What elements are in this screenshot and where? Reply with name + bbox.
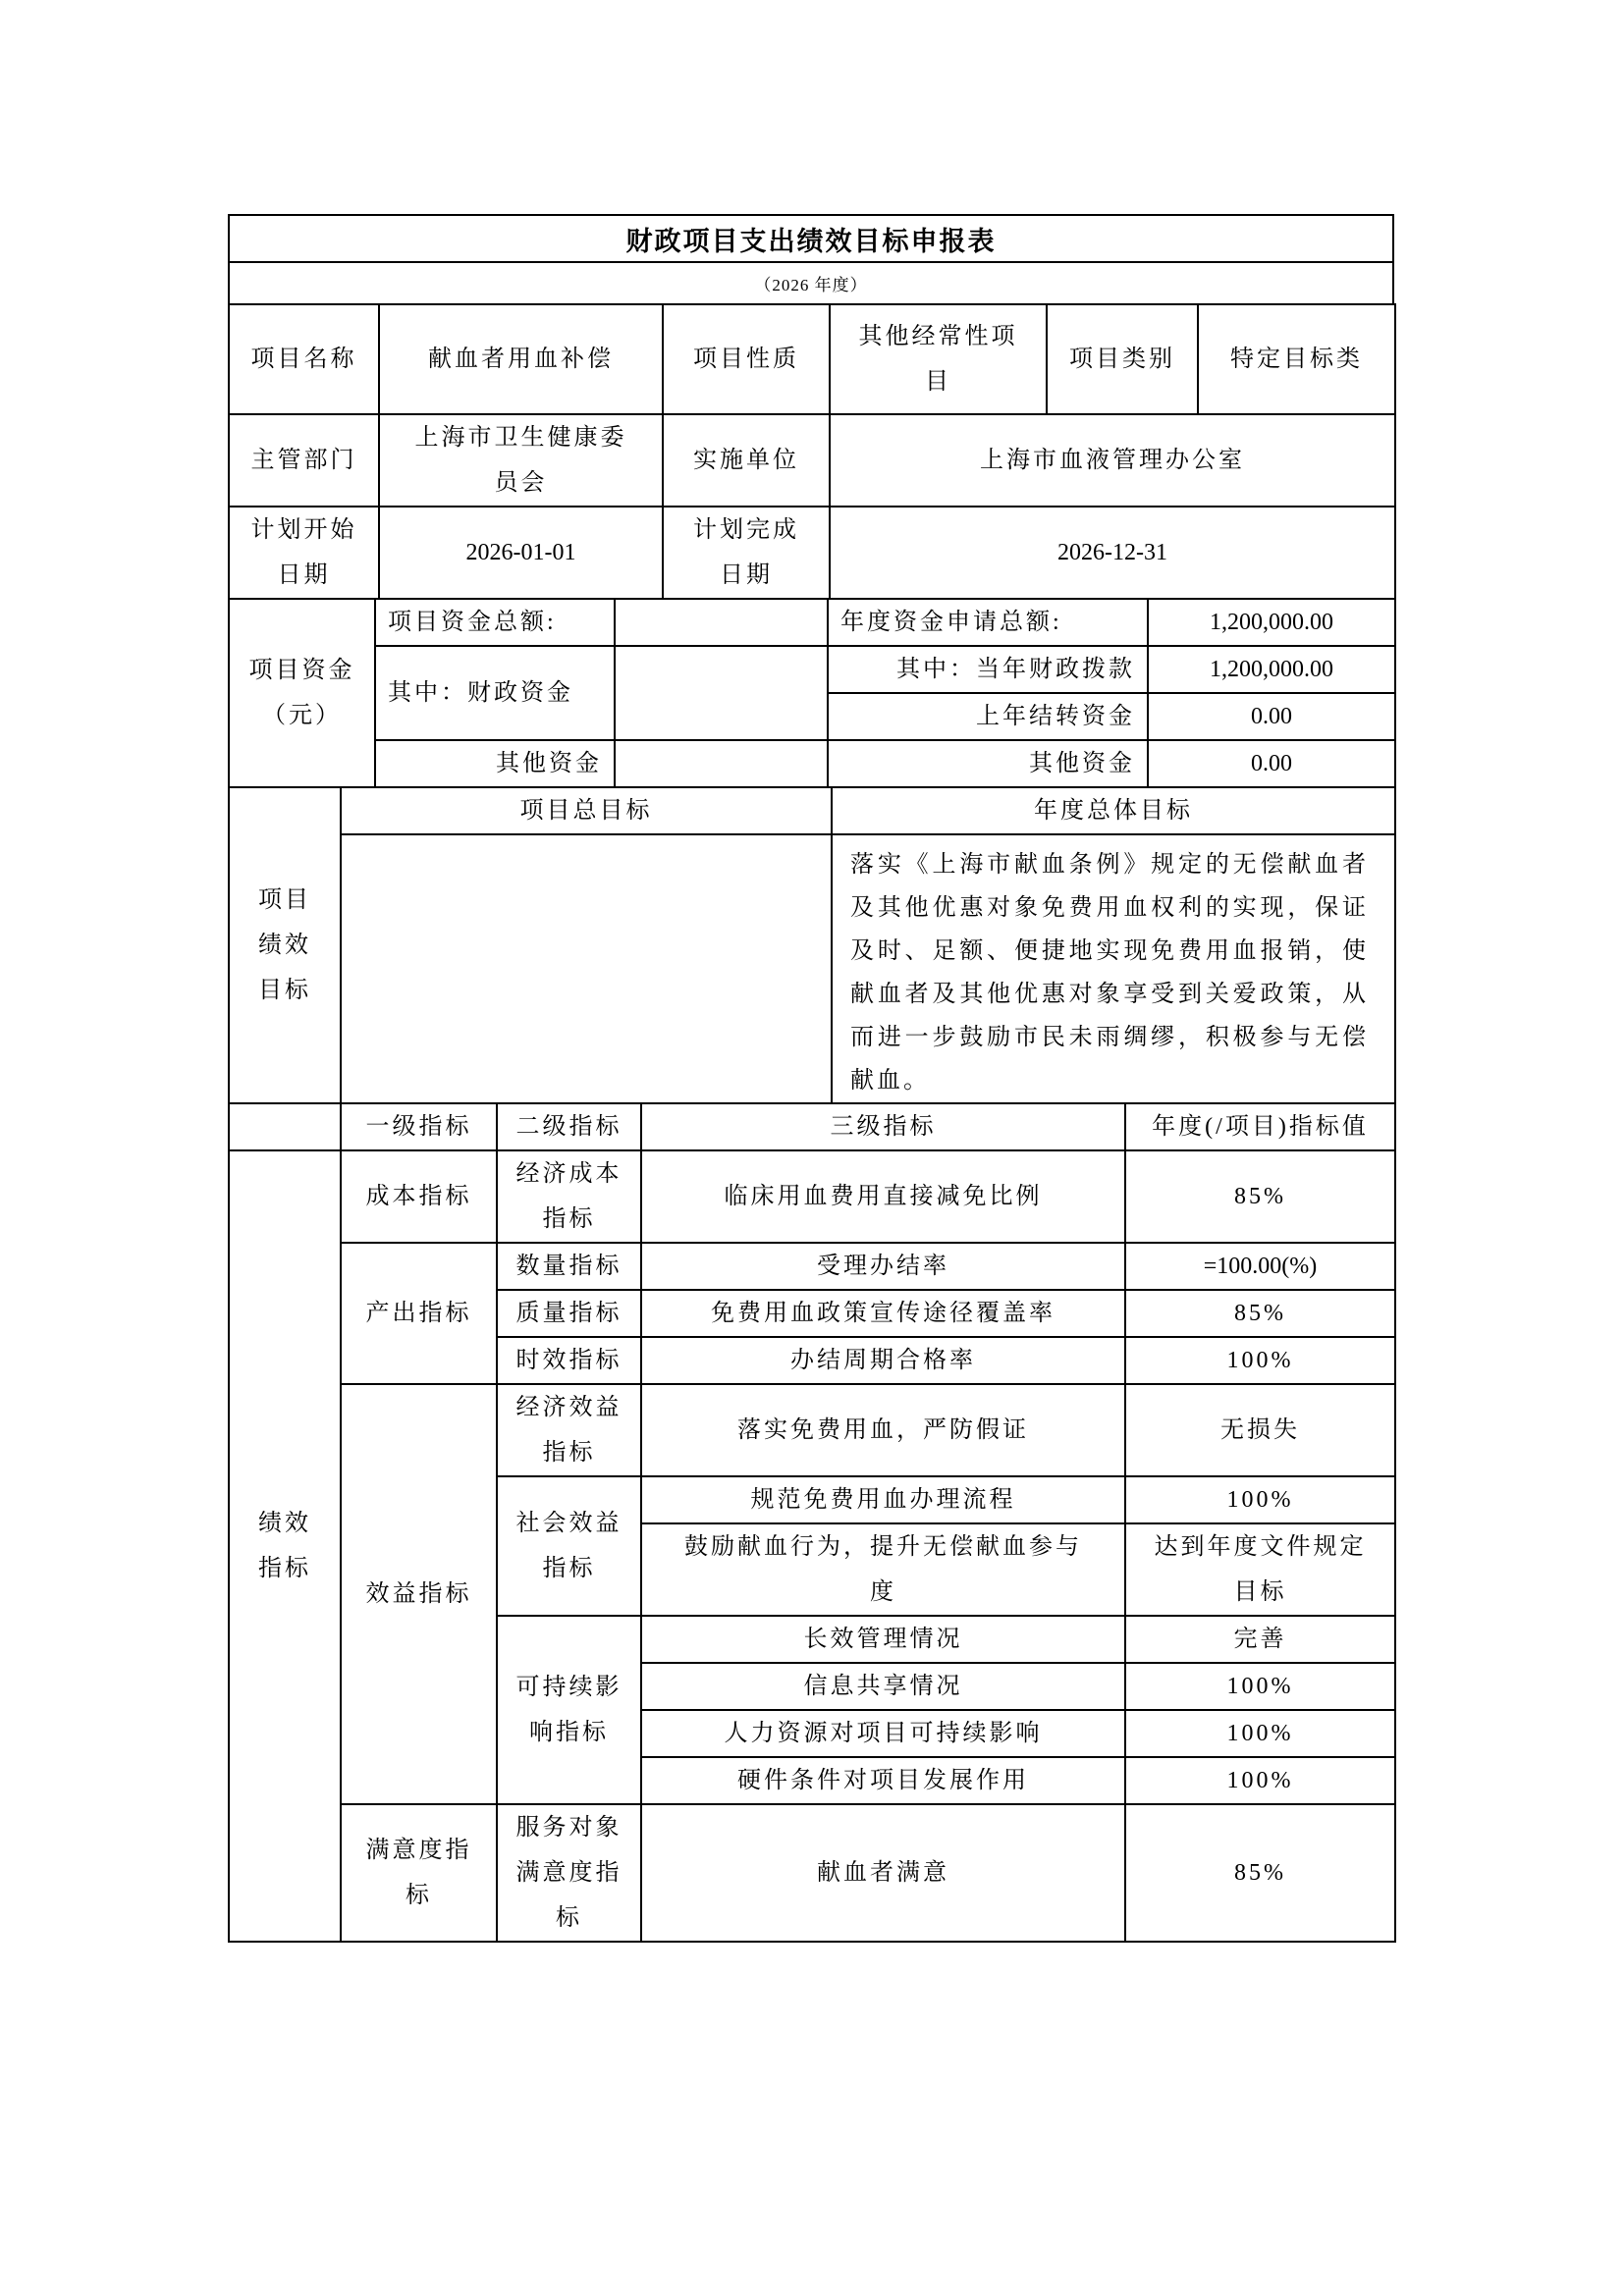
indicator-value: 100% (1125, 1663, 1395, 1710)
indicator-name: 规范免费用血办理流程 (641, 1476, 1125, 1523)
basic-info-section (228, 303, 1396, 600)
indicator-name (641, 1523, 1125, 1616)
indicator-value: 100% (1125, 1757, 1395, 1804)
indicators-section-label (229, 1150, 341, 1942)
project-nature-value (830, 304, 1047, 414)
funding-section (228, 598, 1396, 788)
project-nature-label: 项目性质 (663, 304, 830, 414)
indicator-l2-quality: 质量指标 (497, 1290, 641, 1337)
finish-date-label-text: 计划完成日期 (693, 517, 799, 588)
start-date-label (229, 507, 379, 599)
funding-annual-request-label: 年度资金申请总额: (828, 599, 1148, 646)
indicator-value: 85% (1125, 1150, 1395, 1243)
indicator-l2-economic-benefit-text: 经济效益指标 (515, 1395, 623, 1466)
indicator-name: 受理办结率 (641, 1243, 1125, 1290)
indicator-l2-quantity: 数量指标 (497, 1243, 641, 1290)
funding-section-label (229, 599, 375, 787)
indicator-l2-timeliness: 时效指标 (497, 1337, 641, 1384)
indicator-value: 无损失 (1125, 1384, 1395, 1476)
indicators-header-l3: 三级指标 (641, 1103, 1125, 1150)
funding-fiscal-value (615, 646, 828, 740)
project-category-label: 项目类别 (1047, 304, 1198, 414)
indicator-l2-economic-cost-text: 经济成本指标 (515, 1161, 623, 1232)
project-nature-text: 其他经常性项目 (858, 324, 1018, 395)
funding-carryover-label: 上年结转资金 (828, 693, 1148, 740)
finish-date-label (663, 507, 830, 599)
project-category-value: 特定目标类 (1198, 304, 1395, 414)
indicators-header-spacer (229, 1103, 341, 1150)
indicator-value: 100% (1125, 1710, 1395, 1757)
project-name-value: 献血者用血补偿 (379, 304, 663, 414)
indicator-l1-cost: 成本指标 (341, 1150, 497, 1243)
indicator-l2-service-satisfaction-text: 服务对象满意度指标 (515, 1815, 623, 1931)
funding-other-right-label: 其他资金 (828, 740, 1148, 787)
indicator-value: 100% (1125, 1476, 1395, 1523)
indicator-l1-satisfaction (341, 1804, 497, 1942)
indicator-l1-output: 产出指标 (341, 1243, 497, 1384)
indicators-header-l1: 一级指标 (341, 1103, 497, 1150)
indicator-name: 落实免费用血，严防假证 (641, 1384, 1125, 1476)
indicator-value: 完善 (1125, 1616, 1395, 1663)
dept-value (379, 414, 663, 507)
overall-goal-header: 项目总目标 (341, 787, 832, 834)
indicator-l1-benefit: 效益指标 (341, 1384, 497, 1804)
indicator-name: 硬件条件对项目发展作用 (641, 1757, 1125, 1804)
indicator-name-text: 鼓励献血行为，提升无偿献血参与度 (684, 1534, 1082, 1605)
indicator-value (1125, 1523, 1395, 1616)
indicators-header-l2: 二级指标 (497, 1103, 641, 1150)
indicator-l2-service-satisfaction (497, 1804, 641, 1942)
indicators-section (228, 1102, 1396, 1943)
indicator-l2-sustainability (497, 1616, 641, 1804)
indicator-value-text: 达到年度文件规定目标 (1154, 1534, 1367, 1605)
project-name-label: 项目名称 (229, 304, 379, 414)
dept-text: 上海市卫生健康委员会 (414, 425, 627, 496)
indicator-name: 办结周期合格率 (641, 1337, 1125, 1384)
funding-total-label: 项目资金总额: (375, 599, 615, 646)
indicator-name: 免费用血政策宣传途径覆盖率 (641, 1290, 1125, 1337)
goals-section-label-text: 项目绩效目标 (258, 887, 311, 1003)
indicators-section-label-text: 绩效指标 (258, 1511, 311, 1581)
indicator-l1-satisfaction-text: 满意度指标 (365, 1838, 472, 1908)
indicator-l2-economic-benefit (497, 1384, 641, 1476)
indicator-value: 85% (1125, 1804, 1395, 1942)
title-section (228, 214, 1394, 305)
form-subtitle: （2026 年度） (229, 262, 1393, 304)
finish-date-value: 2026-12-31 (830, 507, 1395, 599)
indicator-name: 信息共享情况 (641, 1663, 1125, 1710)
form-title: 财政项目支出绩效目标申报表 (229, 215, 1393, 262)
start-date-label-text: 计划开始日期 (250, 517, 357, 588)
indicator-value: 100% (1125, 1337, 1395, 1384)
indicator-name: 人力资源对项目可持续影响 (641, 1710, 1125, 1757)
indicator-value: =100.00(%) (1125, 1243, 1395, 1290)
funding-current-appropriation-value: 1,200,000.00 (1148, 646, 1395, 693)
funding-other-left-value (615, 740, 828, 787)
indicator-name: 临床用血费用直接减免比例 (641, 1150, 1125, 1243)
impl-unit-label: 实施单位 (663, 414, 830, 507)
funding-other-left-label: 其他资金 (375, 740, 615, 787)
annual-goal-header: 年度总体目标 (832, 787, 1395, 834)
overall-goal-text (341, 834, 832, 1103)
indicator-value: 85% (1125, 1290, 1395, 1337)
goals-section-label (229, 787, 341, 1103)
indicator-l2-sustainability-text: 可持续影响指标 (515, 1675, 623, 1745)
dept-label: 主管部门 (229, 414, 379, 507)
funding-carryover-value: 0.00 (1148, 693, 1395, 740)
funding-annual-request-value: 1,200,000.00 (1148, 599, 1395, 646)
funding-current-appropriation-label: 其中：当年财政拨款 (828, 646, 1148, 693)
funding-total-value (615, 599, 828, 646)
declaration-form (228, 216, 1394, 1943)
annual-goal-text: 落实《上海市献血条例》规定的无偿献血者及其他优惠对象免费用血权利的实现，保证及时、足额、便捷地实现免费用血报销，使献血者及其他优惠对象享受到关爱政策，从而进一步鼓励市民未雨绸缪，积极参与无偿献血。 (832, 834, 1395, 1103)
indicator-l2-social-benefit (497, 1476, 641, 1616)
indicator-name: 长效管理情况 (641, 1616, 1125, 1663)
goals-section (228, 786, 1396, 1104)
start-date-value: 2026-01-01 (379, 507, 663, 599)
impl-unit-value: 上海市血液管理办公室 (830, 414, 1395, 507)
indicator-name: 献血者满意 (641, 1804, 1125, 1942)
funding-fiscal-label: 其中：财政资金 (375, 646, 615, 740)
funding-other-right-value: 0.00 (1148, 740, 1395, 787)
indicator-l2-economic-cost (497, 1150, 641, 1243)
indicator-l2-social-benefit-text: 社会效益指标 (515, 1511, 623, 1581)
indicators-header-value: 年度(/项目)指标值 (1125, 1103, 1395, 1150)
funding-section-label-text: 项目资金（元） (248, 658, 355, 728)
